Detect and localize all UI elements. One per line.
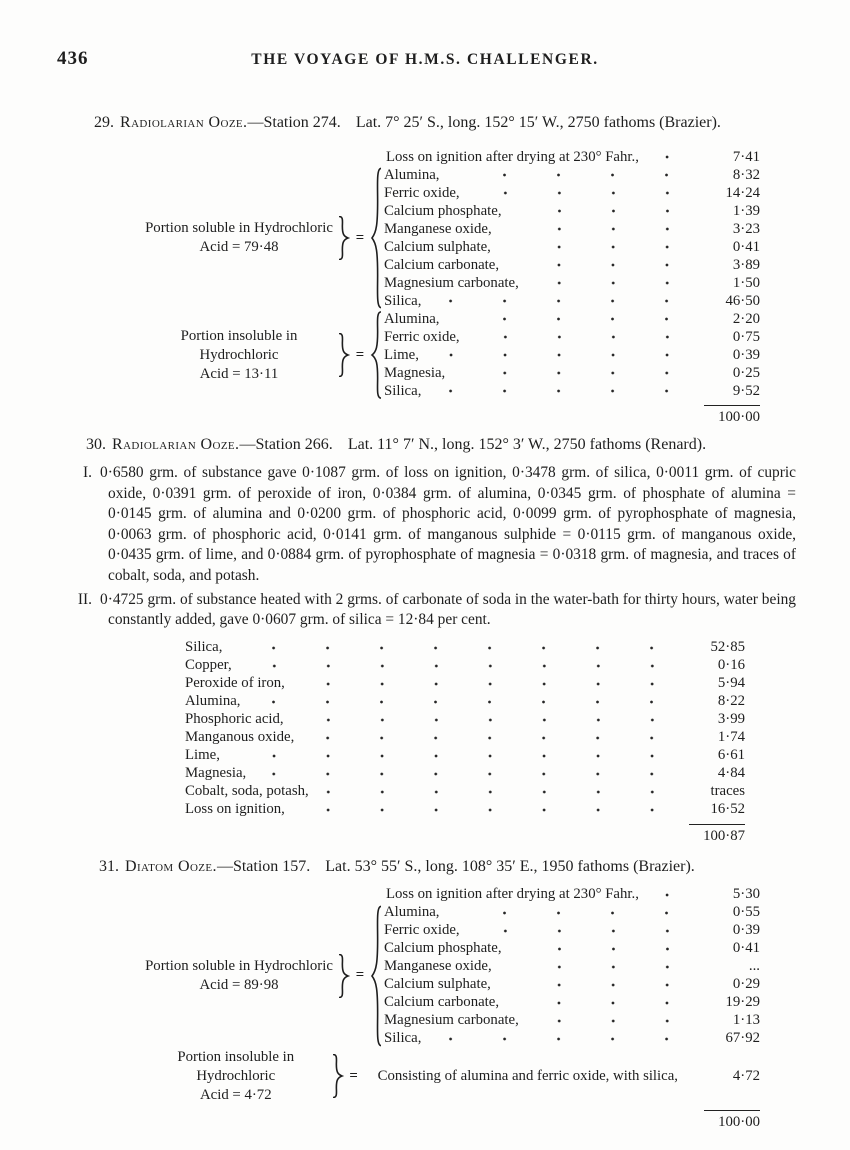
table-row [185,729,745,747]
insoluble-portion-group [142,310,760,400]
paragraph-numeral: II. [77,590,92,608]
table-row [384,274,760,292]
dot-leader [500,220,702,238]
analysis-table-31 [142,886,760,1131]
paragraph-text: 0·6580 grm. of substance gave 0·1087 grm. of loss on ignition, 0·3478 grm. of silica, 0·0011 grm. of cupric oxide, 0·0391 grm. of peroxide of iron, 0·0384 grm. of alumina, 0·0345 grm. of phosphate of alumina = 0·0145 grm. of alumina and 0·0200 grm. of phosphoric acid, 0·0099 grm. of pyrophosphate of magnesia, 0·0063 grm. of phosphoric acid, 0·0141 grm. of manganous sulphide = 0·0115 grm. of manganous oxide, 0·0435 grm. of lime, and 0·0884 grm. of pyrophosphate of magnesia = 0·0318 grm. of magnesia, and traces of cobalt, soda, and potash. [100,464,796,584]
table-row [384,346,760,364]
soluble-portion-group [142,166,760,310]
table-row [384,1030,760,1048]
dot-leader [429,292,702,310]
table-row [185,675,745,693]
dot-leader [647,148,702,166]
table-total [185,824,745,845]
row-label: Lime, [384,346,419,363]
portion-label [142,957,336,995]
table-row [384,220,760,238]
equals-sign: = [355,967,365,984]
dot-leader [302,729,687,747]
row-value: 0·41 [732,940,760,957]
total-value: 100·00 [718,1113,760,1130]
dot-leader [248,693,687,711]
equals-sign: = [355,229,365,246]
section-30-heading [86,436,850,454]
row-value: 67·92 [725,1030,760,1047]
table-row [384,940,760,958]
analysis-paragraphs [64,463,796,631]
dot-leader [228,747,687,765]
table-total [142,405,760,426]
paragraph-numeral: I. [83,464,92,481]
row-value: 2·20 [732,310,760,327]
row-value: 5·30 [732,886,760,903]
table-row [185,747,745,765]
opening-brace-icon [369,311,384,399]
dot-leader [429,1030,702,1048]
table-row [384,922,760,940]
section-station: —Station 266. [239,436,333,453]
section-location: Lat. 7° 25′ S., long. 152° 15′ W., 2750 fathoms (Brazier). [355,114,721,131]
section-31-heading [99,858,850,876]
row-label: Alumina, [384,904,440,921]
insoluble-rows [384,310,760,400]
row-label: Calcium sulphate, [384,238,491,255]
table-row [384,202,760,220]
row-label: Loss on ignition after drying at 230° Fahr., [386,148,639,165]
dot-leader [230,639,687,657]
analysis-paragraph-1 [64,463,796,587]
table-total [142,1110,760,1131]
row-label: Calcium phosphate, [384,940,502,957]
dot-leader [527,274,702,292]
table-row [384,904,760,922]
dot-leader [510,940,702,958]
analysis-table-30 [185,639,745,845]
total-rule [704,1110,760,1111]
dot-leader [527,1012,702,1030]
row-label: Magnesium carbonate, [384,1012,519,1029]
dot-leader [447,166,702,184]
dot-leader [468,922,702,940]
paragraph-text: 0·4725 grm. of substance heated with 2 grms. of carbonate of soda in the water-bath for thirty hours, water being constantly added, gave 0·0607 grm. of silica = 12·84 per cent. [100,590,796,629]
row-label: Magnesia, [185,765,247,782]
insoluble-portion-group [142,1048,760,1105]
dot-leader [240,657,687,675]
row-value: 0·55 [732,904,760,921]
row-label: Consisting of alumina and ferric oxide, with silica, [377,1067,678,1084]
section-station: —Station 274. [247,114,341,131]
row-value: 0·41 [732,238,760,255]
row-value: 7·41 [732,148,760,165]
row-label: Ferric oxide, [384,328,460,345]
row-value: 0·39 [732,346,760,363]
table-row [185,693,745,711]
table-row [384,976,760,994]
row-value: ... [748,958,760,975]
portion-label-line2: Acid = 4·72 [199,1086,272,1103]
portion-label [142,1048,330,1105]
row-value: traces [710,783,745,800]
table-row [384,994,760,1012]
total-rule [689,824,745,825]
section-title: Radiolarian Ooze. [120,114,248,131]
row-value: 3·99 [717,711,745,728]
row-label: Phosphoric acid, [185,711,284,728]
section-title: Diatom Ooze. [125,857,217,875]
total-value: 100·00 [718,409,760,425]
row-label: Calcium phosphate, [384,202,502,219]
row-label: Calcium carbonate, [384,256,500,273]
running-header-title: THE VOYAGE OF H.M.S. CHALLENGER. [251,51,599,68]
row-label: Magnesium carbonate, [384,274,519,291]
row-label: Manganese oxide, [384,220,492,237]
table-row [384,256,760,274]
row-label: Manganese oxide, [384,958,492,975]
table-row [384,310,760,328]
closing-brace-icon [336,954,351,998]
row-value: 6·61 [717,747,745,764]
row-label: Silica, [384,1030,422,1047]
row-label: Magnesia, [384,364,446,381]
dot-leader [447,310,702,328]
section-title: Radiolarian Ooze. [112,436,240,453]
dot-leader [292,711,687,729]
section-location: Lat. 53° 55′ S., long. 108° 35′ E., 1950 fathoms (Brazier). [325,857,695,875]
row-label: Peroxide of iron, [185,675,285,692]
row-label: Silica, [384,382,422,399]
soluble-portion-group [142,904,760,1048]
soluble-rows [384,166,760,310]
table-row [386,886,760,904]
table-row [384,1012,760,1030]
table-row [384,382,760,400]
row-label: Alumina, [384,310,440,327]
row-label: Ferric oxide, [384,184,460,201]
table-row [185,639,745,657]
row-label: Loss on ignition after drying at 230° Fahr., [386,886,639,903]
row-value: 1·50 [732,274,760,291]
portion-label-line1: Portion soluble in Hydrochloric [145,957,333,974]
row-label: Silica, [384,292,422,309]
row-label: Manganous oxide, [185,729,295,746]
portion-label-line2: Acid = 13·11 [199,365,279,382]
dot-leader [453,364,702,382]
dot-leader [317,783,687,801]
row-value: 19·29 [725,994,760,1011]
table-row [185,801,745,819]
row-value: 0·29 [732,976,760,993]
row-value: 0·75 [732,328,760,345]
analysis-paragraph-2 [64,590,796,631]
total-rule [704,405,760,406]
table-row [384,292,760,310]
portion-label-line1: Portion insoluble in Hydrochloric [180,327,298,363]
dot-leader [447,904,702,922]
row-value: 0·16 [717,657,745,674]
dot-leader [468,184,702,202]
dot-leader [499,976,702,994]
table-row [185,657,745,675]
section-location: Lat. 11° 7′ N., long. 152° 3′ W., 2750 fathoms (Renard). [347,436,707,453]
page-number: 436 [57,48,89,69]
row-value: 1·74 [717,729,745,746]
equals-sign: = [349,1067,358,1084]
row-label: Calcium sulphate, [384,976,491,993]
section-number: 31. [99,857,119,875]
row-value: 4·72 [732,1067,760,1084]
row-value: 46·50 [725,292,760,309]
portion-label-line1: Portion insoluble in Hydrochloric [177,1048,295,1084]
analysis-table-29 [142,148,760,426]
row-value: 3·89 [732,256,760,273]
row-value: 5·94 [717,675,745,692]
row-label: Cobalt, soda, potash, [185,783,309,800]
table-row [386,148,760,166]
row-label: Alumina, [384,166,440,183]
dot-leader [293,675,687,693]
dot-leader [647,886,702,904]
table-row [378,1067,760,1085]
dot-leader [254,765,687,783]
dot-leader [429,382,702,400]
row-value: 4·84 [717,765,745,782]
dot-leader [499,238,702,256]
dot-leader [507,256,702,274]
dot-leader [500,958,702,976]
dot-leader [468,328,702,346]
dot-leader [293,801,687,819]
portion-label [142,327,336,384]
section-number: 30. [86,436,106,453]
dot-leader [510,202,702,220]
row-label: Silica, [185,639,223,656]
total-value: 100·87 [703,827,745,844]
portion-label [142,219,336,257]
section-station: —Station 157. [216,857,311,875]
row-value: 52·85 [710,639,745,656]
table-row [384,364,760,382]
table-row [384,238,760,256]
table-row [384,184,760,202]
row-value: 9·52 [732,382,760,399]
row-value: 1·39 [732,202,760,219]
section-number: 29. [94,114,114,131]
table-row [384,958,760,976]
portion-label-line2: Acid = 89·98 [199,976,279,993]
spacer [686,1067,702,1085]
row-label: Loss on ignition, [185,801,285,818]
dot-leader [427,346,702,364]
running-head [0,48,850,74]
row-value: 14·24 [725,184,760,201]
row-value: 0·25 [732,364,760,381]
table-row [185,765,745,783]
closing-brace-icon [336,333,351,377]
portion-label-line1: Portion soluble in Hydrochloric [145,220,333,236]
portion-label-line2: Acid = 79·48 [199,239,279,255]
row-label: Lime, [185,747,220,764]
row-value: 1·13 [732,1012,760,1029]
row-label: Copper, [185,657,232,674]
section-29-heading [94,114,850,132]
row-label: Calcium carbonate, [384,994,500,1011]
table-row [185,711,745,729]
soluble-rows [384,904,760,1048]
row-value: 16·52 [710,801,745,818]
opening-brace-icon [369,167,384,309]
table-row [185,783,745,801]
equals-sign: = [355,346,365,363]
dot-leader [507,994,702,1012]
closing-brace-icon [330,1054,345,1098]
row-value: 0·39 [732,922,760,939]
row-value: 8·22 [717,693,745,710]
row-value: 3·23 [732,220,760,237]
opening-brace-icon [369,905,384,1047]
closing-brace-icon [336,216,351,260]
table-row [384,328,760,346]
table-row [384,166,760,184]
row-value: 8·32 [732,166,760,183]
row-label: Alumina, [185,693,241,710]
row-label: Ferric oxide, [384,922,460,939]
